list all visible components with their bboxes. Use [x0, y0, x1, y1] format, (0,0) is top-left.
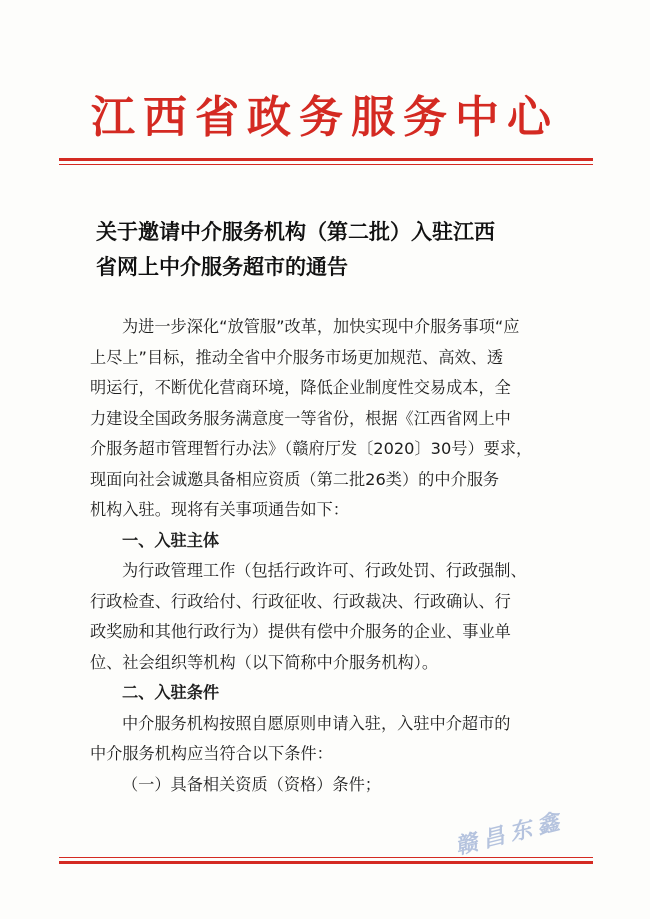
- body-line: 中介服务机构应当符合以下条件：: [90, 744, 333, 763]
- body-line: 中介服务机构按照自愿原则申请入驻，入驻中介超市的: [122, 713, 511, 733]
- body-line: 现面向社会诚邀具备相应资质（第二批26类）的中介服务: [90, 469, 500, 489]
- body-line: 上尽上”目标，推动全省中介服务市场更加规范、高效、透: [90, 347, 504, 367]
- section-heading: 一、入驻主体: [122, 530, 220, 550]
- notice-title-line: 省网上中介服务超市的通告: [96, 254, 348, 279]
- body-line: 介服务超市管理暂行办法》（赣府厅发〔2020〕30号）要求，: [90, 439, 533, 458]
- notice-body: [90, 312, 560, 800]
- body-line: 为进一步深化“放管服”改革，加快实现中介服务事项“应: [122, 317, 520, 336]
- body-line: 行政检查、行政给付、行政征收、行政裁决、行政确认、行: [90, 591, 511, 611]
- notice-title-line: 关于邀请中介服务机构（第二批）入驻江西: [96, 219, 495, 244]
- body-line: 政奖励和其他行政行为）提供有偿中介服务的企业、事业单: [90, 622, 511, 641]
- body-line: 力建设全国政务服务满意度一等省份，根据《江西省网上中: [90, 408, 511, 428]
- masthead-org-name: 江西省政务服务中心: [91, 92, 559, 143]
- red-divider-top-thin: [59, 164, 593, 165]
- faint-stamp-watermark: 赣昌东鑫: [452, 807, 568, 860]
- body-line: 位、社会组织等机构（以下简称中介服务机构）。: [90, 652, 439, 672]
- body-line: 机构入驻。现将有关事项通告如下：: [90, 500, 349, 519]
- body-line: （一）具备相关资质（资格）条件；: [122, 774, 381, 794]
- section-heading: 二、入驻条件: [122, 683, 220, 702]
- body-line: 明运行，不断优化营商环境，降低企业制度性交易成本，全: [90, 378, 511, 397]
- body-line: 为行政管理工作（包括行政许可、行政处罚、行政强制、: [122, 561, 527, 580]
- notice-title: [96, 214, 566, 284]
- red-divider-top-thick: [59, 158, 593, 161]
